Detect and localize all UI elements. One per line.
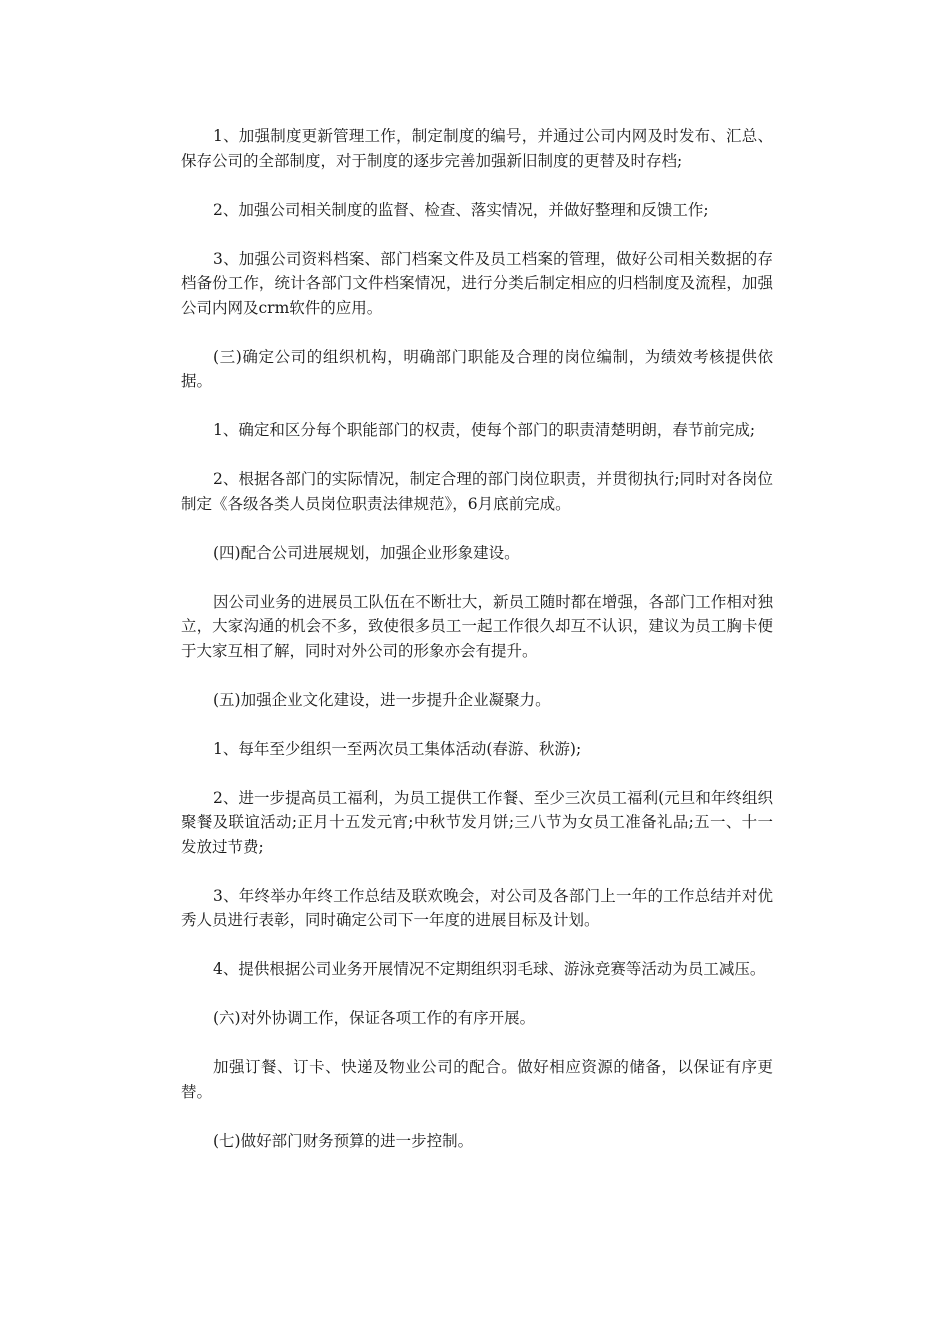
paragraph-12: 3、年终举办年终工作总结及联欢晚会，对公司及各部门上一年的工作总结并对优秀人员进行表彰，同时确定公司下一年度的进展目标及计划。 [181,886,773,929]
section-heading-6: (六)对外协调工作，保证各项工作的有序开展。 [213,1009,536,1027]
paragraph-13: 4、提供根据公司业务开展情况不定期组织羽毛球、游泳竞赛等活动为员工减压。 [213,960,766,978]
paragraph-11: 2、进一步提高员工福利，为员工提供工作餐、至少三次员工福利(元旦和年终组织聚餐及联谊活动;正月十五发元宵;中秋节发月饼;三八节为女员工准备礼品;五一、十一发放过节费; [181,788,773,856]
paragraph-8: 因公司业务的进展员工队伍在不断壮大，新员工随时都在增强，各部门工作相对独立，大家沟通的机会不多，致使很多员工一起工作很久却互不认识，建议为员工胸卡便于大家互相了解，同时对外公司的形象亦会有提升。 [181,592,773,660]
paragraph-15: 加强订餐、订卡、快递及物业公司的配合。做好相应资源的储备，以保证有序更替。 [181,1058,773,1101]
paragraph-5: 1、确定和区分每个职能部门的权责，使每个部门的职责清楚明朗，春节前完成; [213,421,756,439]
paragraph-10: 1、每年至少组织一至两次员工集体活动(春游、秋游); [213,739,582,758]
paragraph-6: 2、根据各部门的实际情况，制定合理的部门岗位职责，并贯彻执行;同时对各岗位制定《各级各类人员岗位职责法律规范》，6月底前完成。 [181,470,773,513]
paragraph-1: 1、加强制度更新管理工作，制定制度的编号，并通过公司内网及时发布、汇总、保存公司的全部制度，对于制度的逐步完善加强新旧制度的更替及时存档; [181,127,773,170]
document-body [181,124,773,1178]
paragraph-3: 3、加强公司资料档案、部门档案文件及员工档案的管理，做好公司相关数据的存档备份工作，统计各部门文件档案情况，进行分类后制定相应的归档制度及流程，加强公司内网及crm软件的应用。 [181,249,773,317]
paragraph-2: 2、加强公司相关制度的监督、检查、落实情况，并做好整理和反馈工作; [213,200,709,219]
section-heading-7: (七)做好部门财务预算的进一步控制。 [213,1131,474,1150]
section-heading-4: (四)配合公司进展规划，加强企业形象建设。 [213,543,520,562]
section-heading-3: (三)确定公司的组织机构，明确部门职能及合理的岗位编制，为绩效考核提供依据。 [181,347,773,390]
section-heading-5: (五)加强企业文化建设，进一步提升企业凝聚力。 [213,690,551,709]
